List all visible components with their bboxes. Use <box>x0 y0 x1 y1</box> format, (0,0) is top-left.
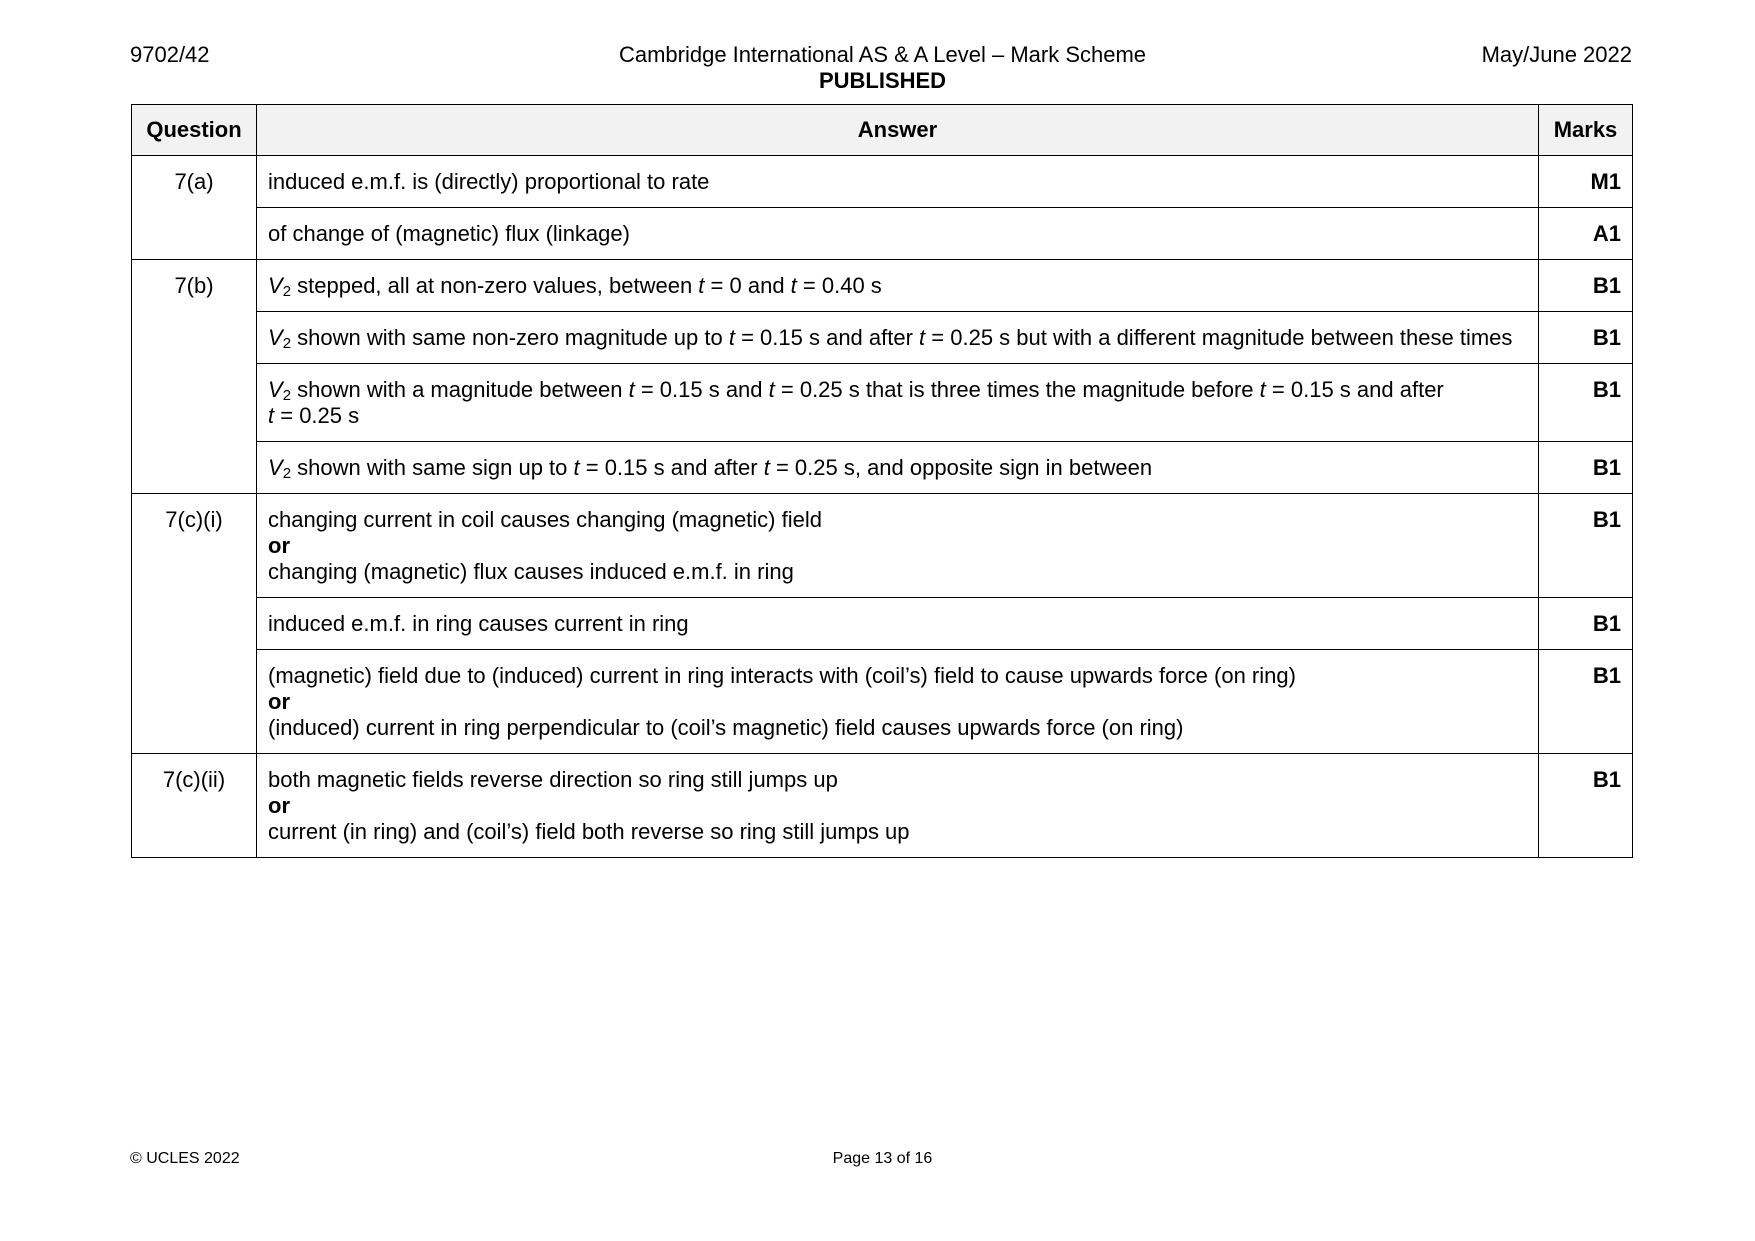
time-symbol: t <box>728 325 735 350</box>
answer-line: changing current in coil causes changing (magnetic) field <box>268 507 822 532</box>
subscript: 2 <box>282 465 292 482</box>
answer-text: = 0.15 s and after <box>734 325 920 350</box>
voltage-symbol: V <box>268 377 283 402</box>
answer-text: = 0.15 s and after <box>579 455 764 480</box>
voltage-symbol: V <box>268 455 283 480</box>
question-column-header: Question <box>132 105 257 156</box>
table-row <box>132 260 1633 312</box>
published-label: PUBLISHED <box>818 68 947 93</box>
question-number: 7(c)(i) <box>132 494 257 754</box>
time-symbol: t <box>790 273 797 298</box>
answer-text: = 0.15 s and after <box>1265 377 1444 402</box>
answer-text: = 0 and <box>704 273 791 298</box>
answer-text: shown with a magnitude between <box>291 377 629 402</box>
question-number: 7(c)(ii) <box>132 754 257 858</box>
table-row <box>132 754 1633 858</box>
table-row <box>132 442 1633 494</box>
time-symbol: t <box>763 455 770 480</box>
time-symbol: t <box>268 403 275 428</box>
or-separator: or <box>268 689 290 714</box>
time-symbol: t <box>768 377 775 402</box>
answer-line: both magnetic fields reverse direction so ring still jumps up <box>268 767 838 792</box>
answer-text: = 0.25 s <box>274 403 360 428</box>
table-row <box>132 494 1633 598</box>
answer-cell <box>257 754 1539 858</box>
mark-cell: M1 <box>1539 156 1633 208</box>
time-symbol: t <box>698 273 705 298</box>
mark-scheme-table <box>131 104 1633 858</box>
time-symbol: t <box>1259 377 1266 402</box>
answer-cell <box>257 494 1539 598</box>
time-symbol: t <box>919 325 926 350</box>
marks-column-header: Marks <box>1539 105 1633 156</box>
table-row <box>132 364 1633 442</box>
copyright-notice: © UCLES 2022 <box>130 1150 240 1167</box>
document-title: Cambridge International AS & A Level – Mark Scheme <box>618 42 1147 67</box>
mark-cell: B1 <box>1539 494 1633 598</box>
table-row <box>132 598 1633 650</box>
voltage-symbol: V <box>268 273 283 298</box>
table-row <box>132 156 1633 208</box>
mark-cell: B1 <box>1539 442 1633 494</box>
voltage-symbol: V <box>268 325 283 350</box>
answer-line: current (in ring) and (coil’s) field both reverse so ring still jumps up <box>268 819 910 844</box>
table-row <box>132 312 1633 364</box>
table-row <box>132 650 1633 754</box>
mark-cell: B1 <box>1539 754 1633 858</box>
question-number: 7(a) <box>132 156 257 260</box>
mark-cell: B1 <box>1539 650 1633 754</box>
answer-text: = 0.40 s <box>796 273 882 298</box>
or-separator: or <box>268 793 290 818</box>
answer-cell: of change of (magnetic) flux (linkage) <box>257 208 1539 260</box>
answer-cell: induced e.m.f. is (directly) proportional to rate <box>257 156 1539 208</box>
subscript: 2 <box>282 335 292 352</box>
answer-text: = 0.25 s but with a different magnitude between these times <box>925 325 1513 350</box>
mark-cell: B1 <box>1539 598 1633 650</box>
answer-cell <box>257 364 1539 442</box>
mark-cell: A1 <box>1539 208 1633 260</box>
answer-line: changing (magnetic) flux causes induced e.m.f. in ring <box>268 559 794 584</box>
table-row <box>132 208 1633 260</box>
or-separator: or <box>268 533 290 558</box>
answer-text: shown with same non-zero magnitude up to <box>291 325 729 350</box>
answer-text: = 0.25 s, and opposite sign in between <box>769 455 1153 480</box>
question-number: 7(b) <box>132 260 257 494</box>
subscript: 2 <box>282 387 292 404</box>
answer-text: stepped, all at non-zero values, between <box>291 273 699 298</box>
table-header-row <box>132 105 1633 156</box>
paper-code: 9702/42 <box>130 42 210 67</box>
mark-cell: B1 <box>1539 364 1633 442</box>
subscript: 2 <box>282 283 292 300</box>
answer-cell <box>257 442 1539 494</box>
answer-cell <box>257 260 1539 312</box>
page-number: Page 13 of 16 <box>832 1150 933 1167</box>
answer-line: (magnetic) field due to (induced) current in ring interacts with (coil’s) field to cause upwards force (on ring) <box>268 663 1296 688</box>
answer-line: (induced) current in ring perpendicular to (coil’s magnetic) field causes upwards force (on ring) <box>268 715 1184 740</box>
answer-column-header: Answer <box>257 105 1539 156</box>
mark-cell: B1 <box>1539 260 1633 312</box>
exam-session: May/June 2022 <box>1481 42 1632 67</box>
time-symbol: t <box>573 455 580 480</box>
answer-text: = 0.15 s and <box>634 377 769 402</box>
answer-cell: induced e.m.f. in ring causes current in ring <box>257 598 1539 650</box>
answer-text: shown with same sign up to <box>291 455 574 480</box>
mark-cell: B1 <box>1539 312 1633 364</box>
answer-text: = 0.25 s that is three times the magnitude before <box>774 377 1260 402</box>
answer-cell <box>257 650 1539 754</box>
time-symbol: t <box>628 377 635 402</box>
answer-cell <box>257 312 1539 364</box>
